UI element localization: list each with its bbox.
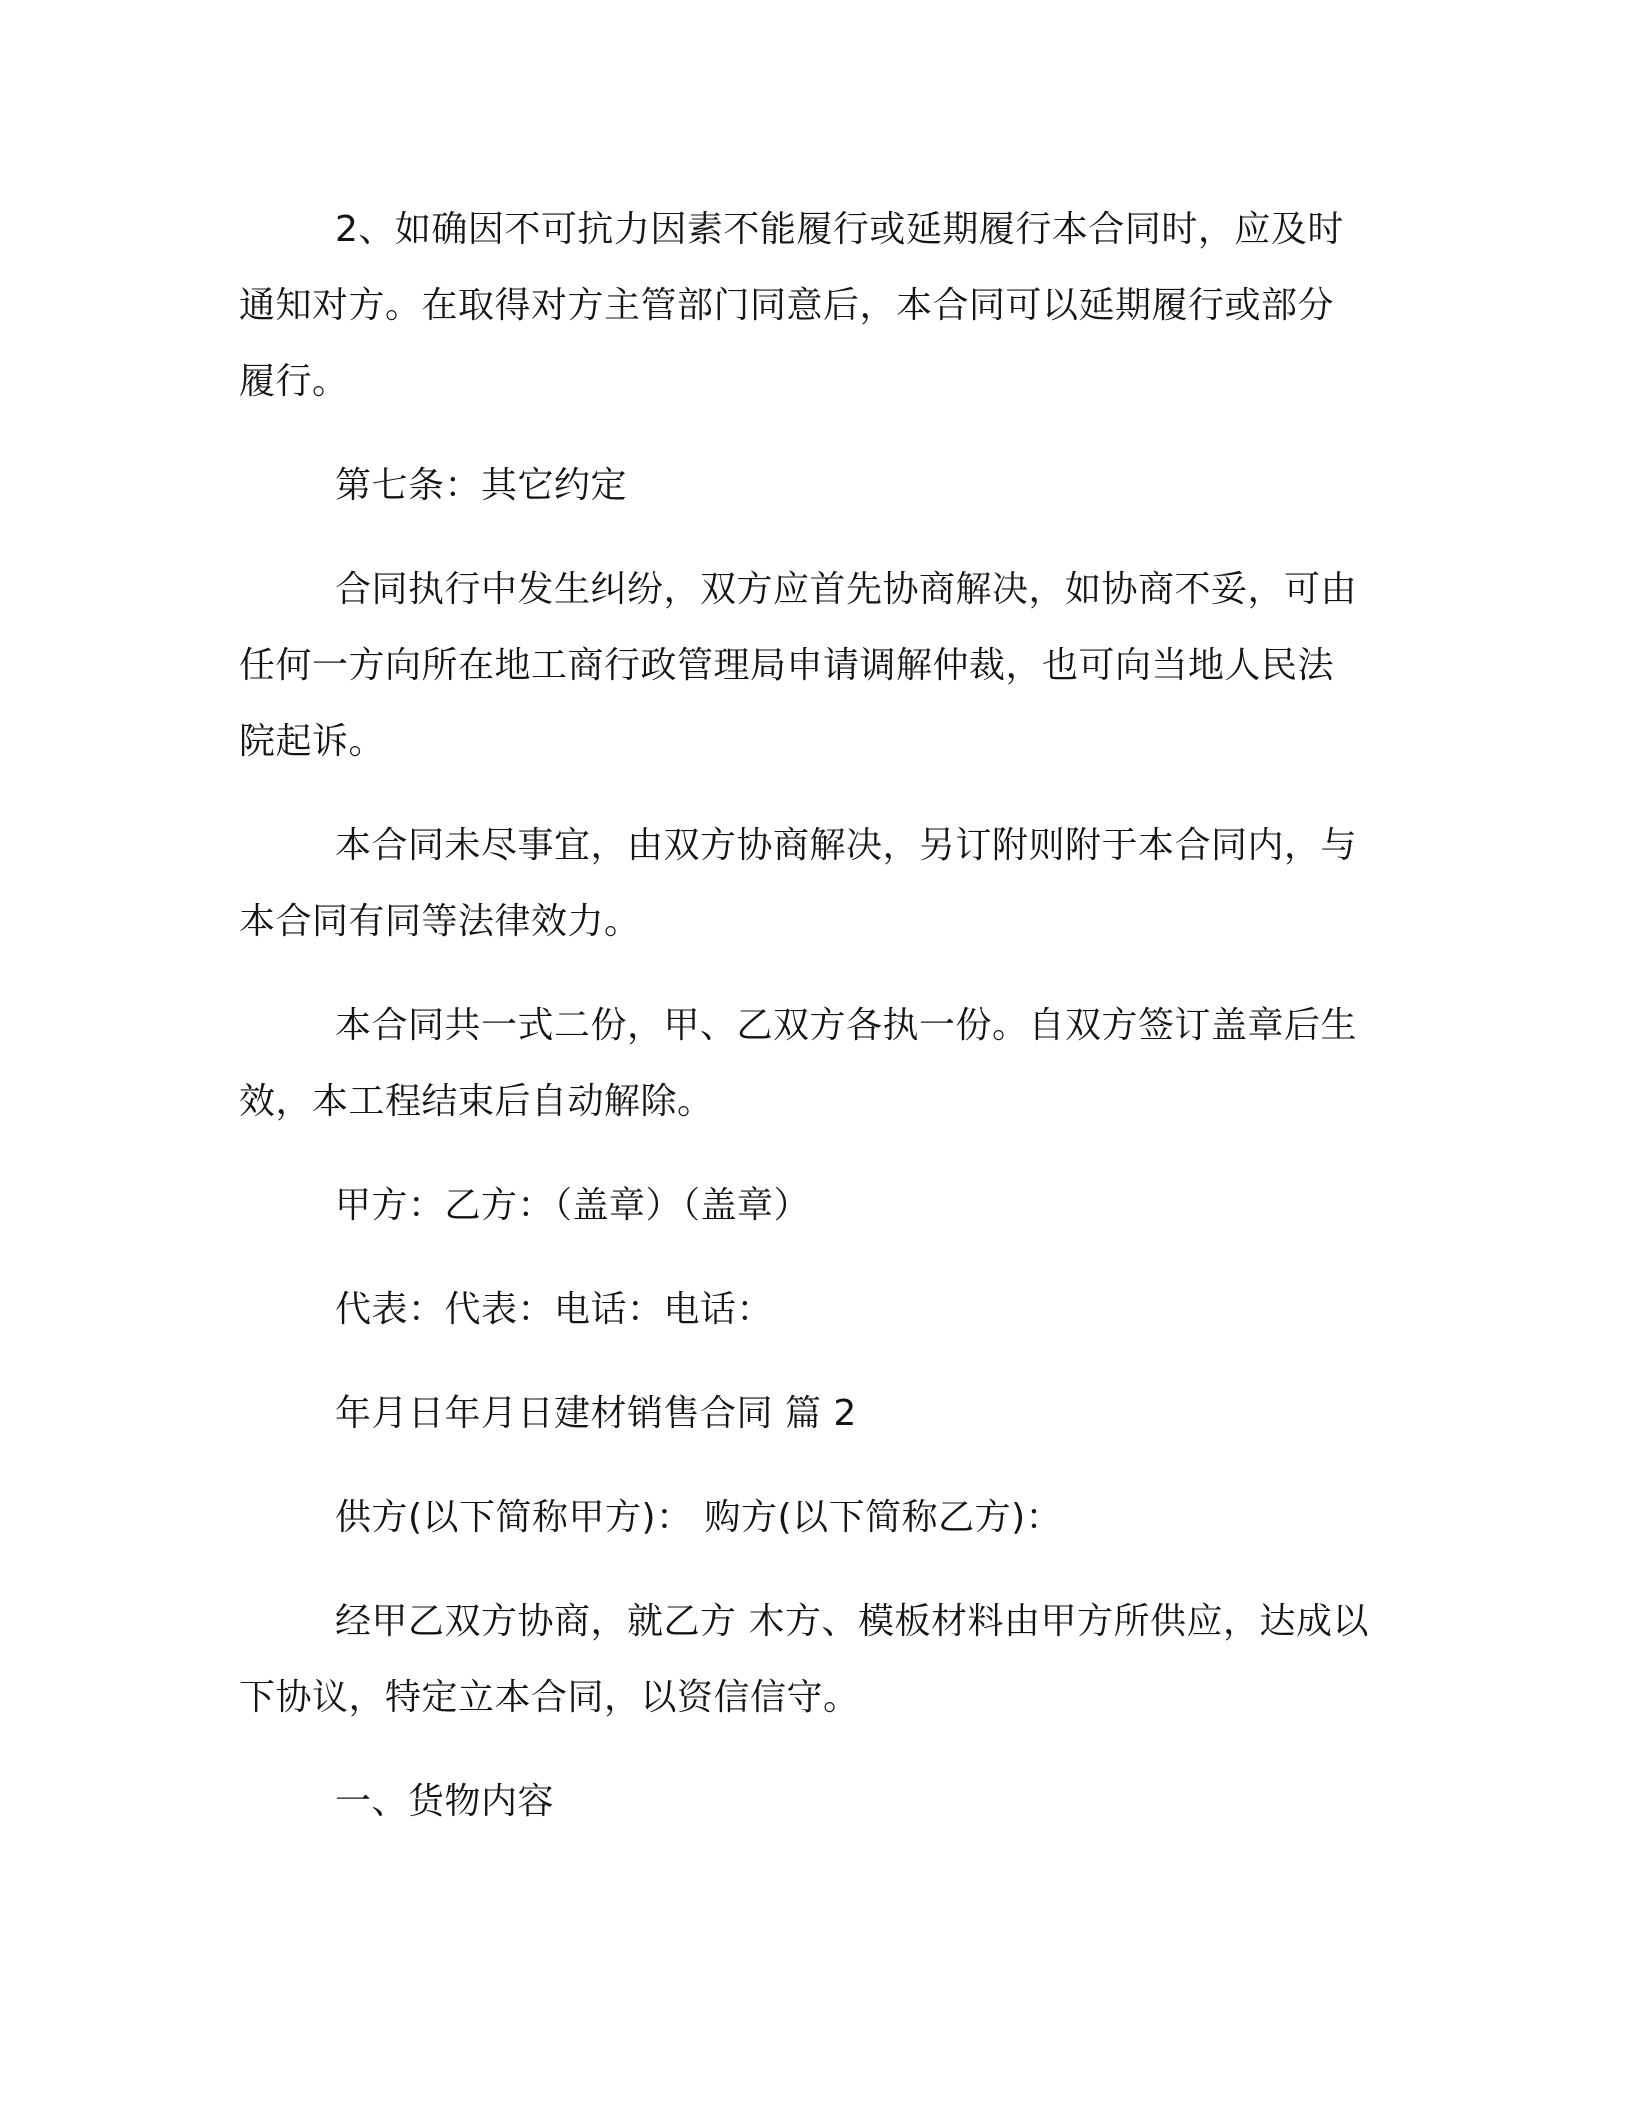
text-line: 合同执行中发生纠纷，双方应首先协商解决，如协商不妥，可由 [335, 569, 1358, 610]
paragraph-agreement-intro [239, 1584, 1399, 1736]
paragraph-dispute-resolution [239, 552, 1399, 780]
text-line: 第七条：其它约定 [335, 465, 628, 506]
signature-representatives-line [239, 1272, 1399, 1348]
text-line: 任何一方向所在地工商行政管理局申请调解仲裁，也可向当地人民法 [239, 645, 1335, 686]
text-line: 本合同共一式二份，甲、乙双方各执一份。自双方签订盖章后生 [335, 1005, 1358, 1046]
section-heading-article-7 [239, 448, 1399, 524]
text-line: 供方(以下简称甲方)： 购方(以下简称乙方)： [335, 1497, 1063, 1538]
text-line: 年月日年月日建材销售合同 篇 2 [335, 1393, 857, 1434]
text-line: 一、货物内容 [335, 1781, 555, 1822]
section-heading-goods-content [239, 1764, 1399, 1840]
text-line: 效，本工程结束后自动解除。 [239, 1081, 714, 1122]
text-line: 履行。 [239, 361, 349, 402]
text-line: 本合同有同等法律效力。 [239, 901, 641, 942]
text-line: 院起诉。 [239, 721, 386, 762]
text-line: 下协议，特定立本合同，以资信信守。 [239, 1677, 860, 1718]
text-line: 2、如确因不可抗力因素不能履行或延期履行本合同时，应及时 [335, 209, 1344, 250]
paragraph-force-majeure [239, 192, 1399, 420]
text-line: 甲方：乙方：（盖章）（盖章） [335, 1185, 811, 1226]
text-line: 本合同未尽事宜，由双方协商解决，另订附则附于本合同内，与 [335, 825, 1358, 866]
paragraph-supplementary-terms [239, 808, 1399, 960]
text-line: 经甲乙双方协商，就乙方 木方、模板材料由甲方所供应，达成以 [335, 1601, 1369, 1642]
document-body [239, 192, 1399, 1868]
text-line: 通知对方。在取得对方主管部门同意后，本合同可以延期履行或部分 [239, 285, 1335, 326]
text-line: 代表：代表：电话：电话： [335, 1289, 774, 1330]
parties-definition-line [239, 1480, 1399, 1556]
paragraph-copies-effect [239, 988, 1399, 1140]
signature-parties-line [239, 1168, 1399, 1244]
date-and-title-line [239, 1376, 1399, 1452]
